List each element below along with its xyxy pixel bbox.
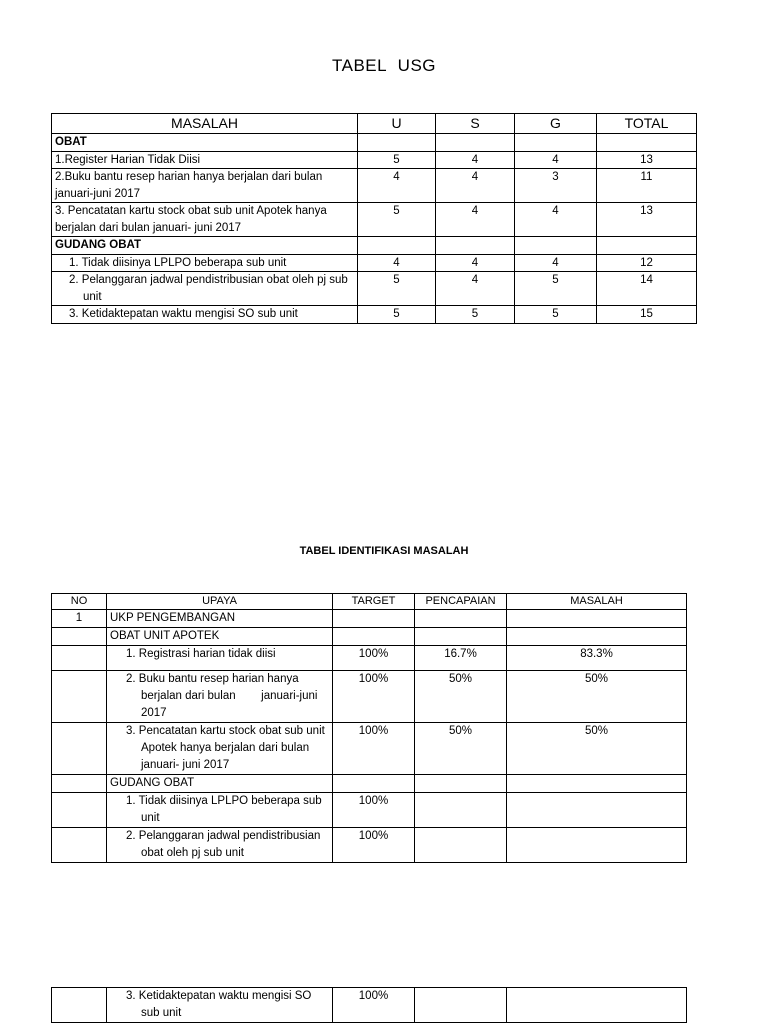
table-row xyxy=(52,646,687,671)
table-row xyxy=(52,272,697,306)
g-cell: 4 xyxy=(515,151,597,169)
program-row xyxy=(52,610,687,628)
masalah-text: 2. Pelanggaran jadwal pendistribusian obat oleh pj sub unit xyxy=(69,274,348,303)
group-row xyxy=(52,775,687,793)
s-cell: 4 xyxy=(436,272,515,306)
g-cell: 5 xyxy=(515,306,597,324)
group-label: GUDANG OBAT xyxy=(52,237,358,255)
g-cell: 4 xyxy=(515,203,597,237)
table-row xyxy=(52,254,697,272)
upaya-cell xyxy=(107,671,333,723)
masalah-cell xyxy=(52,306,358,324)
group-label: OBAT xyxy=(52,134,358,152)
u-cell: 5 xyxy=(358,272,436,306)
pencapaian-cell: 50% xyxy=(415,723,507,775)
pencapaian-cell: 16.7% xyxy=(415,646,507,671)
s-cell: 4 xyxy=(436,203,515,237)
identifikasi-header-row xyxy=(52,594,687,610)
target-cell: 100% xyxy=(333,828,415,863)
total-cell: 13 xyxy=(597,151,697,169)
upaya-text: 3. Pencatatan kartu stock obat sub unit Apotek hanya berjalan dari bulan januari- juni 2017 xyxy=(126,725,325,771)
target-cell: 100% xyxy=(333,646,415,671)
masalah-text: 3. Ketidaktepatan waktu mengisi SO sub unit xyxy=(69,308,298,320)
g-cell: 5 xyxy=(515,272,597,306)
table-row xyxy=(52,723,687,775)
header-g: G xyxy=(515,114,597,134)
target-cell: 100% xyxy=(333,671,415,723)
masalah-cell: 2.Buku bantu resep harian hanya berjalan dari bulan januari-juni 2017 xyxy=(52,169,358,203)
no-cell: 1 xyxy=(52,610,107,628)
upaya-cell xyxy=(107,723,333,775)
target-cell: 100% xyxy=(333,988,415,1023)
upaya-cell xyxy=(107,793,333,828)
group-row xyxy=(52,628,687,646)
table-row xyxy=(52,793,687,828)
upaya-text: 2. Pelanggaran jadwal pendistribusian obat oleh pj sub unit xyxy=(126,830,321,859)
upaya-text: 1. Registrasi harian tidak diisi xyxy=(126,648,276,660)
total-cell: 12 xyxy=(597,254,697,272)
s-cell: 4 xyxy=(436,151,515,169)
usg-table xyxy=(51,113,697,324)
header-no: NO xyxy=(52,594,107,610)
target-cell: 100% xyxy=(333,793,415,828)
masalah-cell: 1.Register Harian Tidak Diisi xyxy=(52,151,358,169)
table-row xyxy=(52,988,687,1023)
identifikasi-table xyxy=(51,593,687,863)
group-row xyxy=(52,237,697,255)
header-masalah: MASALAH xyxy=(52,114,358,134)
table-row xyxy=(52,169,697,203)
usg-table-title: TABEL USG xyxy=(331,56,437,75)
target-cell: 100% xyxy=(333,723,415,775)
s-cell: 4 xyxy=(436,254,515,272)
upaya-text: 3. Ketidaktepatan waktu mengisi SO sub unit xyxy=(126,990,312,1019)
header-s: S xyxy=(436,114,515,134)
header-upaya: UPAYA xyxy=(107,594,333,610)
header-total: TOTAL xyxy=(597,114,697,134)
upaya-cell xyxy=(107,828,333,863)
table-row xyxy=(52,306,697,324)
upaya-text: 2. Buku bantu resep harian hanya berjalan dari bulan januari-juni 2017 xyxy=(126,673,321,719)
u-cell: 5 xyxy=(358,306,436,324)
group-row xyxy=(52,134,697,152)
total-cell: 15 xyxy=(597,306,697,324)
masalah-cell xyxy=(52,254,358,272)
header-u: U xyxy=(358,114,436,134)
masalah-cell xyxy=(52,272,358,306)
masalah-text: 1. Tidak diisinya LPLPO beberapa sub unit xyxy=(69,256,287,269)
s-cell: 5 xyxy=(436,306,515,324)
upaya-text: 1. Tidak diisinya LPLPO beberapa sub unit xyxy=(126,795,322,824)
pencapaian-cell: 50% xyxy=(415,671,507,723)
u-cell: 5 xyxy=(358,203,436,237)
identifikasi-table-title: TABEL IDENTIFIKASI MASALAH xyxy=(299,545,469,557)
upaya-cell xyxy=(107,988,333,1023)
table-row xyxy=(52,828,687,863)
header-target: TARGET xyxy=(333,594,415,610)
table-row xyxy=(52,203,697,237)
u-cell: 5 xyxy=(358,151,436,169)
masalah-cell: 50% xyxy=(507,723,687,775)
group-label: GUDANG OBAT xyxy=(107,775,333,793)
usg-header-row xyxy=(52,114,697,134)
header-pencapaian: PENCAPAIAN xyxy=(415,594,507,610)
total-cell: 14 xyxy=(597,272,697,306)
masalah-cell: 3. Pencatatan kartu stock obat sub unit Apotek hanya berjalan dari bulan januari- juni 2017 xyxy=(52,203,358,237)
masalah-cell: 50% xyxy=(507,671,687,723)
table-row xyxy=(52,151,697,169)
group-label: OBAT UNIT APOTEK xyxy=(107,628,333,646)
g-cell: 3 xyxy=(515,169,597,203)
s-cell: 4 xyxy=(436,169,515,203)
identifikasi-table-continued xyxy=(51,987,687,1023)
header-masalah: MASALAH xyxy=(507,594,687,610)
u-cell: 4 xyxy=(358,169,436,203)
u-cell: 4 xyxy=(358,254,436,272)
masalah-cell: 83.3% xyxy=(507,646,687,671)
total-cell: 11 xyxy=(597,169,697,203)
program-label: UKP PENGEMBANGAN xyxy=(107,610,333,628)
total-cell: 13 xyxy=(597,203,697,237)
table-row xyxy=(52,671,687,723)
upaya-cell xyxy=(107,646,333,671)
g-cell: 4 xyxy=(515,254,597,272)
